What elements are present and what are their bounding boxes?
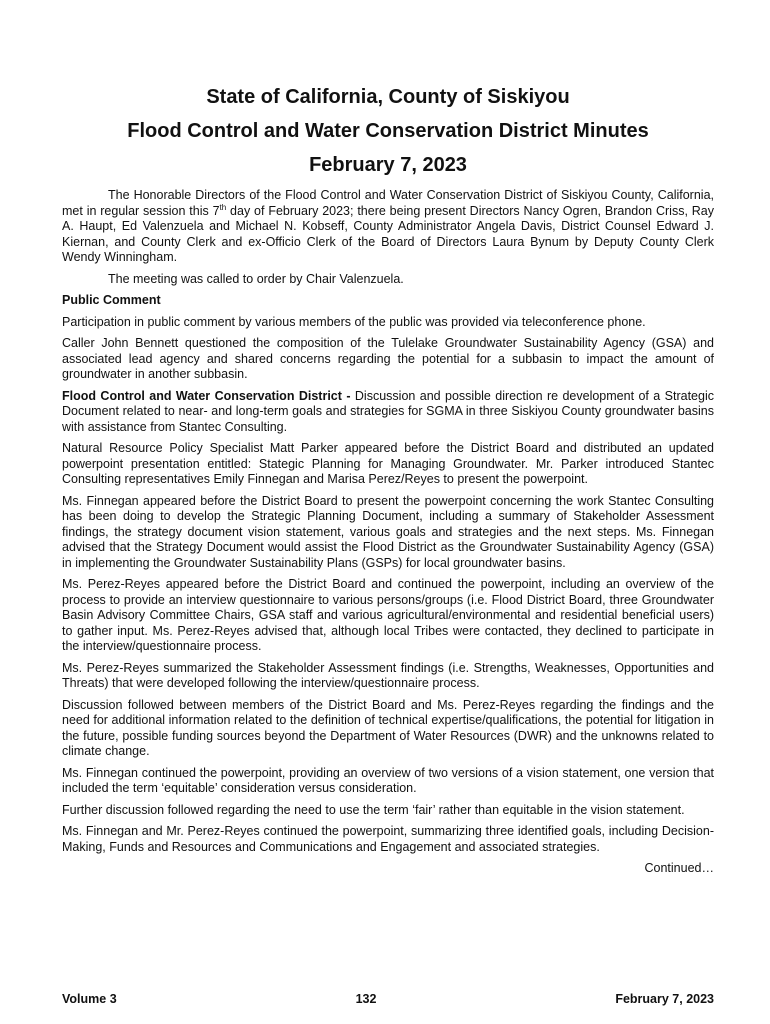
intro-paragraph (62, 188, 714, 266)
minutes-paragraph: Ms. Finnegan continued the powerpoint, providing an overview of two versions of a vision statement, one version that included the term ‘equitable’ consideration versus consideration. (62, 765, 714, 795)
minutes-paragraph: Ms. Perez-Reyes appeared before the District Board and continued the powerpoint, including an overview of the process to provide an interview questionnaire to various persons/groups (i.e. Flood District Board, three Groundwater Basin Advisory Committee Chairs, GSA staff and various agricultural/environmental and residential beneficial users) to gather input. Ms. Perez-Reyes advised that, although local Tribes were contacted, they declined to participate in the interview/questionnaire process. (62, 577, 714, 653)
call-to-order: The meeting was called to order by Chair Valenzuela. (108, 271, 404, 286)
minutes-paragraph: Further discussion followed regarding the need to use the term ‘fair’ rather than equitable in the vision statement. (62, 802, 685, 817)
continued-note: Continued… (644, 861, 714, 875)
title-line-3: February 7, 2023 (309, 154, 467, 176)
minutes-body (62, 188, 714, 877)
public-comment-paragraph-2: Caller John Bennett questioned the composition of the Tulelake Groundwater Sustainability Agency (GSA) and associated lead agency and shared concerns regarding the potential for a subbasin to impact the amount of groundwater in another subbasin. (62, 336, 714, 381)
document-title (62, 80, 714, 182)
intro-part-1: The Honorable Directors of the Flood Control and Water Conservation District of Siskiyou County, California, met in regular session this 7 (62, 188, 714, 218)
title-line-1: State of California, County of Siskiyou (206, 86, 570, 108)
ordinal-suffix: th (219, 202, 227, 212)
minutes-paragraph: Ms. Finnegan appeared before the District Board to present the powerpoint concerning the work Stantec Consulting has been doing to develop the Strategic Planning Document, including a summary of Stakeholder Assessment findings, the strategy document vision statement, various goals and strategies and the next steps. Ms. Finnegan advised that the Strategy Document would assist the Flood District as the Groundwater Sustainability Agency (GSA) in implementing the Groundwater Sustainability Plans (GSPs) for local groundwater basins. (62, 493, 714, 570)
district-item-text: Discussion and possible direction re development of a Strategic Document related to near- and long-term goals and strategies for SGMA in three Siskiyou County groundwater basins with assistance from Stantec Consulting. (62, 388, 714, 434)
minutes-paragraph: Ms. Perez-Reyes summarized the Stakeholder Assessment findings (i.e. Strengths, Weaknesses, Opportunities and Threats) that were developed following the interview/questionnaire process. (62, 660, 714, 690)
footer-volume: Volume 3 (62, 992, 117, 1006)
district-item-paragraph (62, 389, 714, 436)
district-item-heading: Flood Control and Water Conservation District - (62, 388, 351, 403)
public-comment-heading: Public Comment (62, 293, 161, 307)
minutes-paragraph: Ms. Finnegan and Mr. Perez-Reyes continued the powerpoint, summarizing three identified goals, including Decision-Making, Funds and Resources and Communications and Engagement and associated strategies. (62, 824, 714, 854)
page-footer (62, 992, 714, 1006)
footer-page-number: 132 (355, 992, 377, 1006)
title-line-2: Flood Control and Water Conservation District Minutes (127, 120, 649, 142)
intro-part-2: day of February 2023; there being present Directors Nancy Ogren, Brandon Criss, Ray A. Haupt, Ed Valenzuela and Michael N. Kobseff, County Administrator Angela Davis, District Counsel Edward J. Kiernan, and County Clerk and ex-Officio Clerk of the Board of Directors Laura Bynum by Deputy County Clerk Wendy Winningham. (62, 203, 714, 264)
footer-date: February 7, 2023 (615, 992, 714, 1006)
minutes-paragraph: Discussion followed between members of the District Board and Ms. Perez-Reyes regarding the findings and the need for additional information related to the definition of technical expertise/qualifications, the potential for litigation in the future, possible funding sources beyond the Department of Water Resources (DWR) and the unknowns related to climate change. (62, 697, 714, 758)
minutes-paragraph: Natural Resource Policy Specialist Matt Parker appeared before the District Board and distributed an updated powerpoint presentation entitled: Stategic Planning for Managing Groundwater. Mr. Parker introduced Stantec Consulting representatives Emily Finnegan and Marisa Perez/Reyes to present the powerpoint. (62, 441, 714, 486)
public-comment-paragraph-1: Participation in public comment by various members of the public was provided via teleconference phone. (62, 314, 646, 329)
